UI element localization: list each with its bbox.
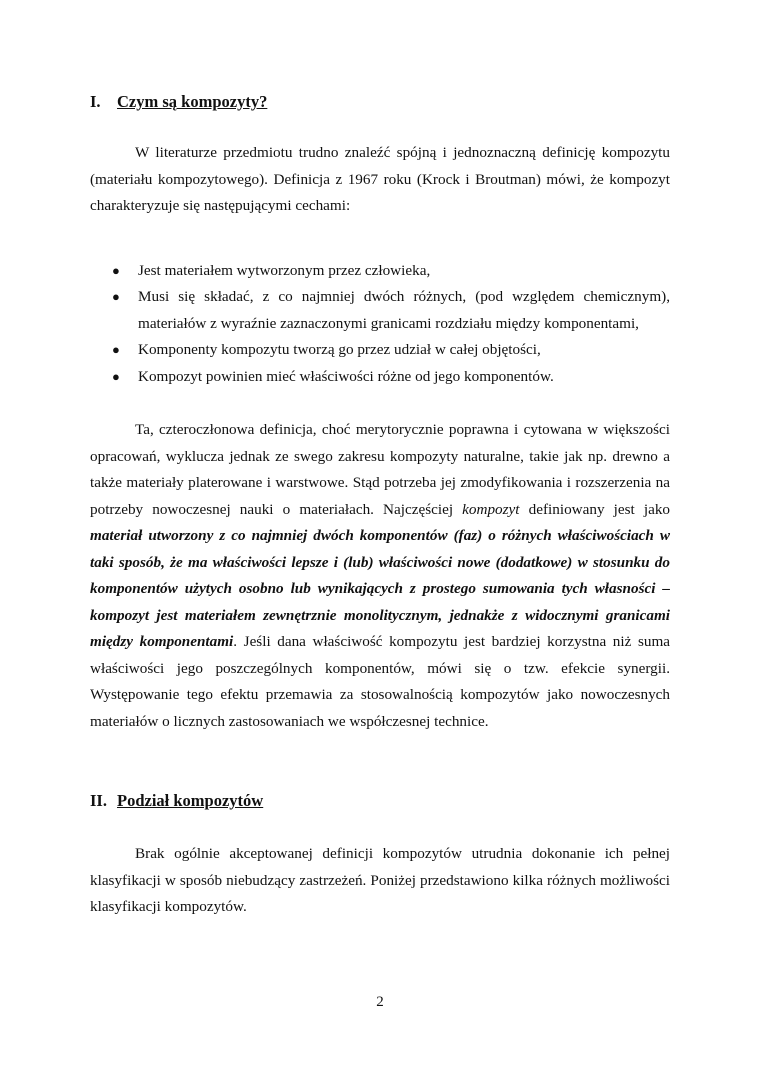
page-number: 2 [376, 994, 384, 1010]
section-title: Podział kompozytów [117, 791, 264, 810]
list-item-text: Kompozyt powinien mieć właściwości różne od jego komponentów. [138, 367, 554, 385]
list-item [90, 337, 670, 364]
bullet-icon: ● [112, 262, 120, 278]
definition-tail: . Jeśli dana właściwość kompozytu jest bardziej korzystna niż suma właściwości jego poszczególnych komponentów, mówi się o tzw. efekcie synergii. Występowanie tego efektu przemawia za stosowalnością kompozytów jako nowoczesnych materiałów o licznych zastosowaniach we współczesnej technice. [90, 633, 670, 730]
section-number: I. [90, 92, 101, 111]
definition-term: kompozyt [462, 500, 520, 518]
bullet-icon: ● [112, 368, 120, 384]
intro-paragraph: W literaturze przedmiotu trudno znaleźć spójną i jednoznaczną definicję kompozytu (materiału kompozytowego). Definicja z 1967 roku (Krock i Broutman) mówi, że kompozyt charakteryzuje się następującymi cechami: [90, 144, 670, 214]
bullet-icon: ● [112, 342, 120, 357]
list-item-text: Jest materiałem wytworzonym przez człowieka, [138, 261, 431, 279]
section-number: II. [90, 791, 107, 810]
bullet-icon: ● [112, 289, 120, 304]
list-item [90, 364, 670, 391]
list-item-text: Komponenty kompozytu tworzą go przez udział w całej objętości, [138, 341, 541, 358]
section-heading-2 [90, 791, 670, 811]
list-item [90, 284, 670, 337]
definition-paragraph [90, 417, 670, 735]
feature-list [90, 258, 670, 391]
definition-mid: definiowany jest jako [528, 500, 671, 518]
definition-bold-text: materiał utworzony z co najmniej dwóch komponentów (faz) o różnych właściwościach w taki sposób, że ma właściwości lepsze i (lub) właściwości nowe (dodatkowe) w stosunku do komponentów użytych osobno lub wynikających z prostego sumowania tych własności – kompozyt jest materiałem zewnętrznie monolitycznym, jednakże z widocznymi granicami między komponentami [90, 527, 670, 650]
section-title: Czym są kompozyty? [117, 92, 268, 111]
list-item-text: Musi się składać, z co najmniej dwóch różnych, (pod względem chemicznym), materiałów z wyraźnie zaznaczonymi granicami rozdziału między komponentami, [138, 288, 670, 332]
list-item [90, 258, 670, 285]
page-content [90, 84, 670, 921]
classification-paragraph: Brak ogólnie akceptowanej definicji kompozytów utrudnia dokonanie ich pełnej klasyfikacji w sposób niebudzący zastrzeżeń. Poniżej przedstawiono kilka różnych możliwości klasyfikacji kompozytów. [90, 845, 670, 915]
section-heading-1 [90, 92, 670, 112]
definition-lead: Ta, czteroczłonowa definicja, choć merytorycznie poprawna i cytowana w większości opracowań, wyklucza jednak ze swego zakresu kompozyty naturalne, takie jak np. drewno a także materiały platerowane i warstwowe. Stąd potrzeba jej zmodyfikowania i rozszerzenia na potrzeby nowoczesnej nauki o materiałach. Najczęściej [90, 421, 670, 518]
